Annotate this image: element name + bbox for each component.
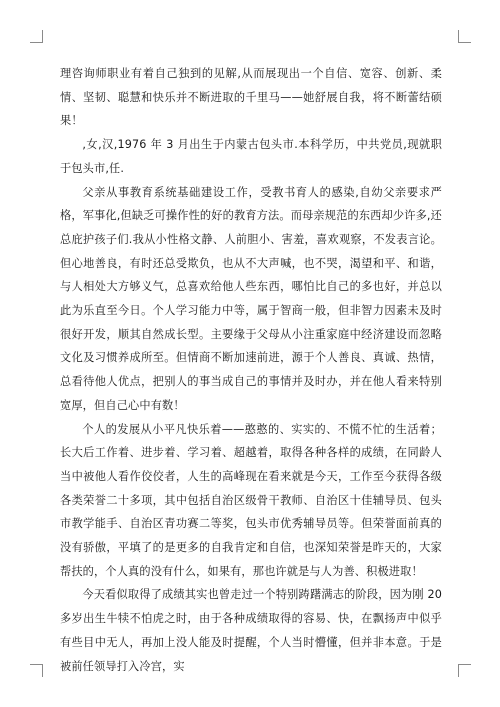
paragraph-early-career: 今天看似取得了成绩其实也曾走过一个特别踌躇满志的阶段，因为刚 20 多岁出生牛犊不怕虎之时，由于各种成绩取得的容易、快，在飘扬声中似乎有些目中无人，再加上没人能及时提醒，个人当时懵懂，但并非本意。于是被前任领导打入冷宫，实 bbox=[60, 588, 442, 673]
paragraph-personal-development: 个人的发展从小平凡快乐着——憨憨的、实实的、不慌不忙的生活着；长大后工作着、进步着、学习着、超越着，取得各种各样的成绩，在同龄人当中被他人看作佼佼者，人生的高峰现在看来就是今天，工作至今获得各级各类荣誉二十多项，其中包括自治区级骨干教师、自治区十佳辅导员、包头市教学能手、自治区青功赛二等奖，包头市优秀辅导员等。但荣誉面前真的没有骄傲，平填了的是更多的自我肯定和自信，也深知荣誉是昨天的，大家帮扶的，个人真的没有什么，如果有，那也许就是与人为善、积极进取！ bbox=[60, 422, 442, 578]
crop-mark-top-right bbox=[458, 30, 471, 43]
crop-mark-bottom-right bbox=[458, 664, 471, 677]
paragraph-intro-continuation: 理咨询师职业有着自己独到的见解,从而展现出一个自信、宽容、创新、柔情、坚韧、聪慧和快乐并不断进取的千里马——她舒展自我，将不断蕾结硕果！ bbox=[60, 67, 442, 128]
crop-mark-bottom-left bbox=[30, 664, 43, 677]
crop-mark-top-left bbox=[30, 30, 43, 43]
document-body bbox=[60, 62, 442, 678]
paragraph-family-background: 父亲从事教育系统基础建设工作，受教书育人的感染,自幼父亲要求严格，军事化,但缺乏可操作性的好的教育方法。而母亲规范的东西却少许多,还总庇护孩子们.我从小性格文静、人前胆小、害羞，喜欢观察，不发表言论。但心地善良，有时还总受欺负，也从不大声喊，也不哭，渴望和平、和谐，与人相处大方够义气，总喜欢给他人些东西，哪怕比自己的多也好，并总以此为乐直至今日。个人学习能力中等，属于智商一般，但非智力因素未及时很好开发，顺其自然成长型。主要缘于父母从小注重家庭中经济建设而忽略文化及习惯养成所至。但情商不断加速前进，源于个人善良、真诚、热情，总看待他人优点，把别人的事当成自己的事情并及时办，并在他人看来特别宽厚，但自己心中有数！ bbox=[60, 185, 442, 412]
paragraph-personal-info: ,女,汉,1976 年 3 月出生于内蒙古包头市.本科学历，中共党员,现就职于包头市,任. bbox=[60, 138, 442, 175]
